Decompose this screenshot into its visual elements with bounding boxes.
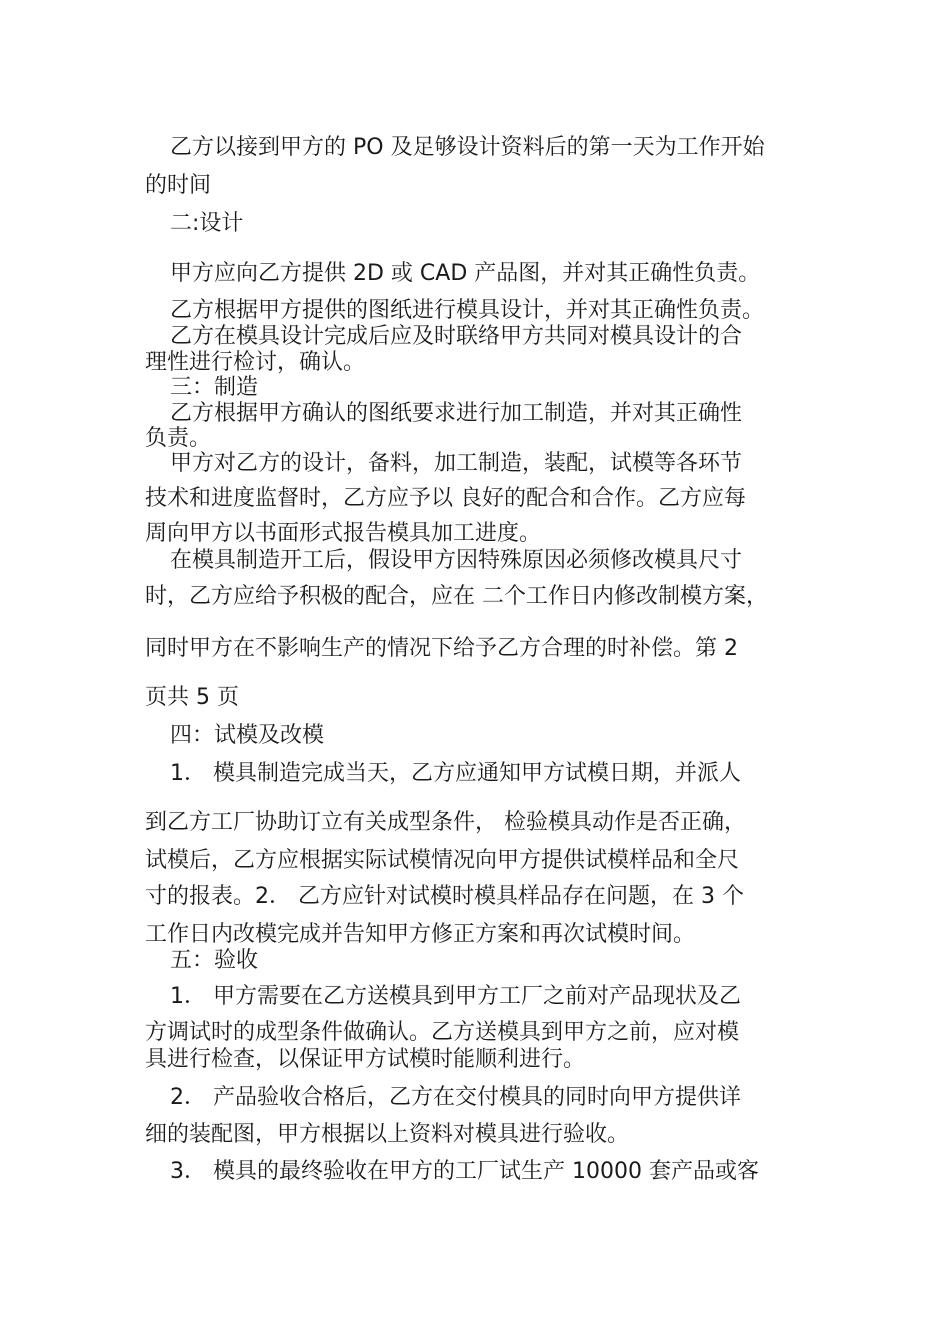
text-line: 乙方根据甲方提供的图纸进行模具设计，并对其正确性负责。 xyxy=(170,298,765,323)
text-line: 3． 模具的最终验收在甲方的工厂试生产 10000 套产品或客 xyxy=(170,1159,759,1184)
text-line: 的时间 xyxy=(145,173,212,198)
text-line: 1． 模具制造完成当天，乙方应通知甲方试模日期，并派人 xyxy=(170,761,741,786)
text-line: 试模后，乙方应根据实际试模情况向甲方提供试模样品和全尺 xyxy=(145,848,740,873)
text-line: 乙方根据甲方确认的图纸要求进行加工制造，并对其正确性 xyxy=(170,401,743,426)
text-line: 到乙方工厂协助订立有关成型条件， 检验模具动作是否正确， xyxy=(145,810,746,835)
text-line: 细的装配图，甲方根据以上资料对模具进行验收。 xyxy=(145,1122,630,1147)
page-number-text: 页共 5 页 xyxy=(145,685,239,710)
text-line: 工作日内改模完成并告知甲方修正方案和再次试模时间。 xyxy=(145,922,696,947)
text-line: 时，乙方应给予积极的配合，应在 二个工作日内修改制模方案， xyxy=(145,584,768,609)
section-heading-acceptance: 五：验收 xyxy=(170,948,259,973)
text-line: 负责。 xyxy=(145,426,212,451)
section-heading-design: 二:设计 xyxy=(170,211,244,236)
text-line: 乙方在模具设计完成后应及时联络甲方共同对模具设计的合 xyxy=(170,324,743,349)
text-line: 周向甲方以书面形式报告模具加工进度。 xyxy=(145,521,542,546)
text-line: 具进行检查，以保证甲方试模时能顺利进行。 xyxy=(145,1047,586,1072)
text-line: 寸的报表。2． 乙方应针对试模时模具样品存在问题，在 3 个 xyxy=(145,884,744,909)
text-line: 甲方应向乙方提供 2D 或 CAD 产品图，并对其正确性负责。 xyxy=(170,261,761,286)
text-line: 同时甲方在不影响生产的情况下给予乙方合理的时补偿。第 2 xyxy=(145,636,738,661)
text-line: 在模具制造开工后，假设甲方因特殊原因必须修改模具尺寸 xyxy=(170,548,743,573)
text-line: 理性进行检讨，确认。 xyxy=(145,350,366,375)
text-line: 技术和进度监督时，乙方应予以 良好的配合和合作。乙方应每 xyxy=(145,486,746,511)
section-heading-trial: 四：试模及改模 xyxy=(170,723,325,748)
text-line: 1． 甲方需要在乙方送模具到甲方工厂之前对产品现状及乙 xyxy=(170,984,741,1009)
section-heading-manufacturing: 三：制造 xyxy=(170,375,259,400)
text-line: 方调试时的成型条件做确认。乙方送模具到甲方之前，应对模 xyxy=(145,1020,740,1045)
text-line: 甲方对乙方的设计，备料，加工制造，装配，试模等各环节 xyxy=(170,451,743,476)
text-line: 2． 产品验收合格后，乙方在交付模具的同时向甲方提供详 xyxy=(170,1085,741,1110)
text-line: 乙方以接到甲方的 PO 及足够设计资料后的第一天为工作开始 xyxy=(170,135,765,160)
